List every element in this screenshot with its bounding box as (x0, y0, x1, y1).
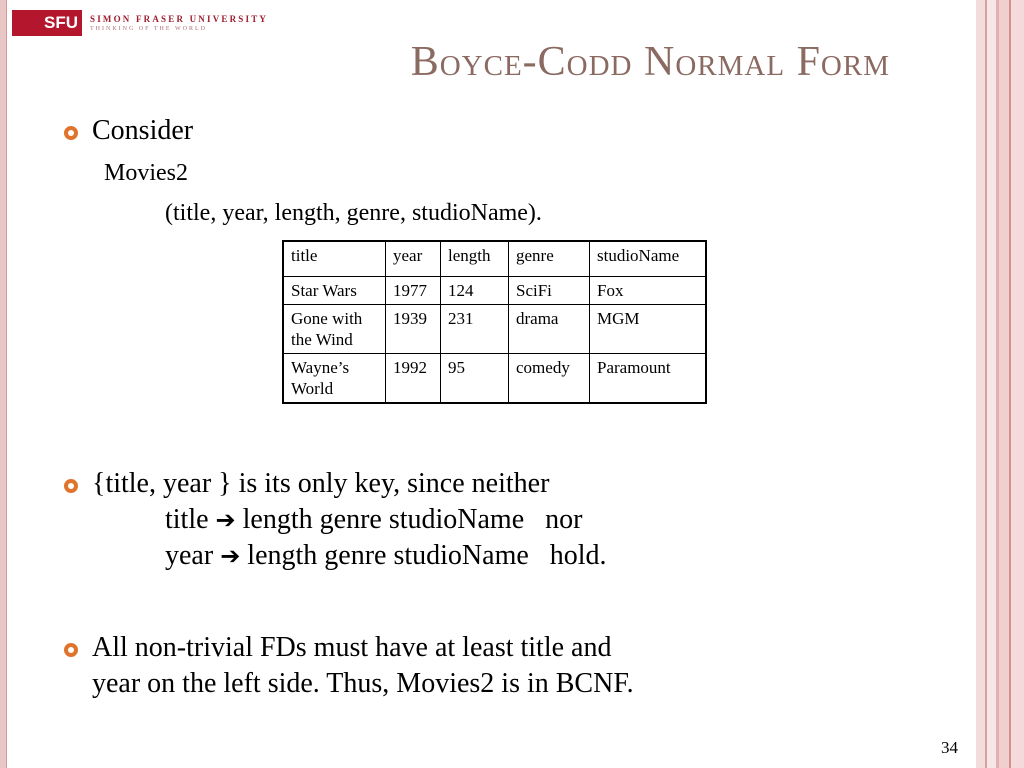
table-cell: 1977 (386, 277, 441, 305)
right-decoration (976, 0, 1024, 768)
fd-rhs: length genre studioName (247, 540, 529, 571)
table-cell: 231 (441, 305, 509, 354)
cell-line: World (291, 379, 334, 398)
table-cell: drama (509, 305, 590, 354)
bullet-key-statement: {title, year } is its only key, since neither (92, 468, 550, 499)
table-header-row (283, 241, 706, 277)
table-header-cell: studioName (590, 241, 707, 277)
left-border (0, 0, 6, 768)
table-row (283, 305, 706, 354)
fd-suffix: hold. (549, 540, 607, 571)
fd-rhs: length genre studioName (242, 504, 525, 535)
bullet-icon (64, 126, 78, 140)
table-cell (283, 354, 386, 404)
table-cell: Paramount (590, 354, 707, 404)
cell-line: Wayne’s (291, 358, 350, 377)
arrow-icon: ➔ (220, 542, 241, 570)
table-cell: 124 (441, 277, 509, 305)
movies-table (282, 240, 707, 404)
slide-title: Boyce-Codd Normal Form (410, 39, 890, 85)
table-header-cell: title (283, 241, 386, 277)
table-cell: 1939 (386, 305, 441, 354)
fd-line-title (165, 504, 582, 536)
bullet-icon (64, 643, 78, 657)
fd-suffix: nor (545, 504, 583, 535)
table-row (283, 277, 706, 305)
table-header-cell: length (441, 241, 509, 277)
table-cell: Star Wars (283, 277, 386, 305)
page-number: 34 (941, 738, 958, 757)
fd-line-year (165, 540, 607, 572)
logo-tagline: THINKING OF THE WORLD (90, 25, 207, 32)
cell-line: Gone with (291, 309, 363, 328)
relation-schema: (title, year, length, genre, studioName). (165, 200, 542, 226)
cell-line: the Wind (291, 330, 353, 349)
table-cell (283, 305, 386, 354)
bullet-bcnf-line2: year on the left side. Thus, Movies2 is in BCNF. (92, 668, 634, 699)
arrow-icon: ➔ (215, 506, 236, 534)
table-cell: MGM (590, 305, 707, 354)
logo-name: SIMON FRASER UNIVERSITY (90, 13, 269, 24)
table-header-cell: genre (509, 241, 590, 277)
logo-abbr: SFU (12, 10, 82, 36)
table-cell: SciFi (509, 277, 590, 305)
fd-lhs: title (165, 504, 209, 535)
table-cell: 1992 (386, 354, 441, 404)
table-cell: comedy (509, 354, 590, 404)
relation-name: Movies2 (104, 160, 188, 186)
fd-lhs: year (165, 540, 214, 571)
sfu-logo (12, 10, 268, 36)
table-row (283, 354, 706, 404)
table-cell: 95 (441, 354, 509, 404)
bullet-icon (64, 479, 78, 493)
bullet-bcnf-line1: All non-trivial FDs must have at least title and (92, 632, 612, 663)
table-cell: Fox (590, 277, 707, 305)
table-header-cell: year (386, 241, 441, 277)
bullet-consider: Consider (92, 115, 194, 146)
